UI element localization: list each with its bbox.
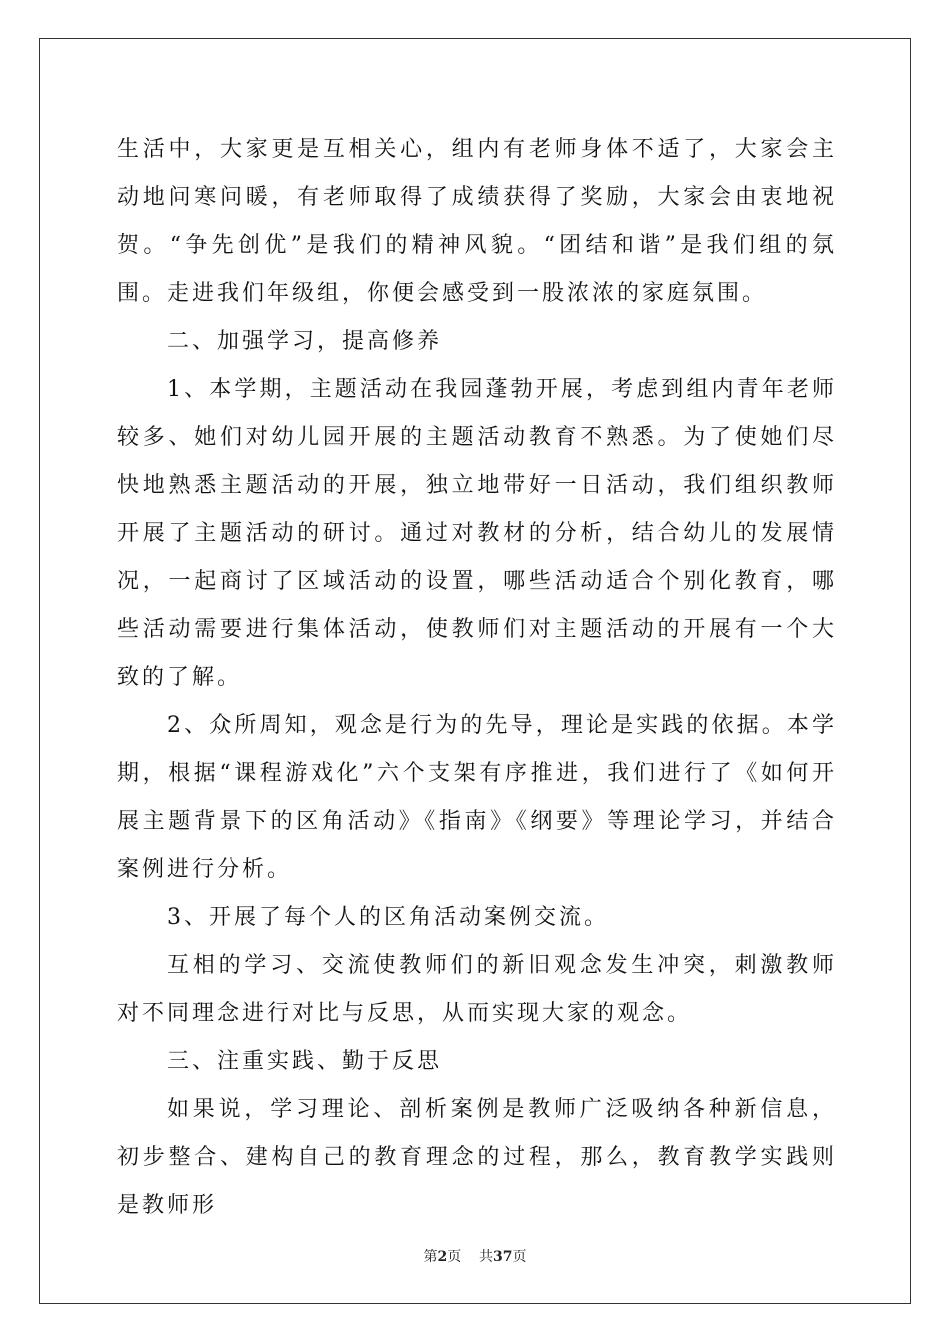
section-heading-2: 二、加强学习，提高修养 (167, 329, 443, 354)
page-footer (0, 1246, 950, 1266)
total-prefix: 共 (479, 1249, 494, 1265)
section-heading-3: 三、注重实践、勤于反思 (167, 1049, 443, 1074)
page-prefix: 第 (423, 1249, 438, 1265)
paragraph-practice: 如果说，学习理论、剖析案例是教师广泛吸纳各种新信息，初步整合、建构自己的教育理念的过程，那么，教育教学实践则是教师形 (117, 1097, 837, 1218)
paragraph-item-1: 1、本学期，主题活动在我园蓬勃开展，考虑到组内青年老师较多、她们对幼儿园开展的主题活动教育不熟悉。为了使她们尽快地熟悉主题活动的开展，独立地带好一日活动，我们组织教师开展了主题活动的研讨。通过对教材的分析，结合幼儿的发展情况，一起商讨了区域活动的设置，哪些活动适合个别化教育，哪些活动需要进行集体活动，使教师们对主题活动的开展有一个大致的了解。 (117, 377, 837, 690)
paragraph-exchange: 互相的学习、交流使教师们的新旧观念发生冲突，刺激教师对不同理念进行对比与反思，从而实现大家的观念。 (117, 953, 837, 1026)
page-number: 2 (437, 1249, 448, 1265)
paragraph-item-3: 3、开展了每个人的区角活动案例交流。 (167, 905, 609, 930)
document-body (117, 126, 837, 1230)
total-pages: 37 (493, 1249, 513, 1265)
paragraph-item-2: 2、众所周知，观念是行为的先导，理论是实践的依据。本学期，根据“课程游戏化”六个支架有序推进，我们进行了《如何开展主题背景下的区角活动》《指南》《纲要》等理论学习，并结合案例进行分析。 (117, 713, 837, 882)
page-suffix: 页 (447, 1249, 462, 1265)
total-suffix: 页 (512, 1249, 527, 1265)
paragraph-1: 生活中，大家更是互相关心，组内有老师身体不适了，大家会主动地问寒问暖，有老师取得了成绩获得了奖励，大家会由衷地祝贺。“争先创优”是我们的精神风貌。“团结和谐”是我们组的氛围。走进我们年级组，你便会感受到一股浓浓的家庭氛围。 (117, 137, 837, 306)
